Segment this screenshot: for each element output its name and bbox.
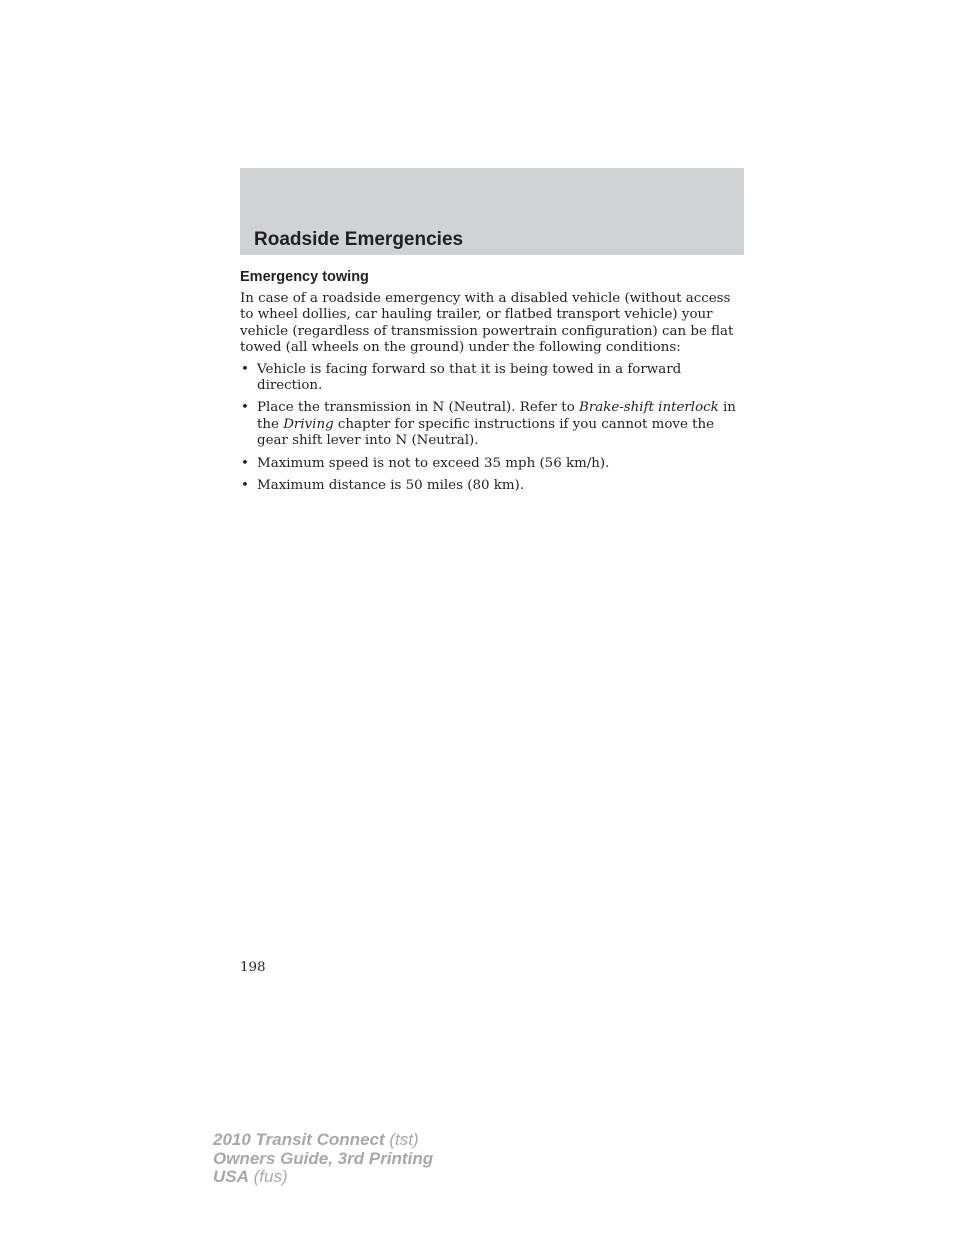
list-item — [240, 400, 746, 449]
page-content — [240, 268, 746, 500]
sub-heading: Emergency towing — [240, 269, 369, 285]
list-item-text: Vehicle is facing forward so that it is being towed in a forward direction. — [257, 361, 682, 394]
document-footer — [213, 1131, 433, 1187]
footer-market-code: (fus) — [253, 1167, 288, 1186]
list-item-text: Place the transmission in N (Neutral). Refer to — [257, 400, 580, 416]
footer-model-code: (tst) — [389, 1130, 419, 1149]
list-item-text: Maximum speed is not to exceed 35 mph (56 km/h). — [257, 455, 610, 471]
list-item-text: in the — [257, 400, 736, 432]
section-header-band — [240, 168, 744, 255]
bullet-icon: • — [241, 478, 249, 494]
list-item-text: chapter for specific instructions if you cannot move the gear shift lever into N (Neutral). — [257, 416, 715, 449]
cross-reference-brake-shift: Brake-shift interlock — [579, 400, 719, 416]
footer-market: USA — [213, 1167, 249, 1186]
footer-line-3 — [213, 1168, 433, 1187]
footer-line-1 — [213, 1131, 433, 1150]
intro-paragraph: In case of a roadside emergency with a disabled vehicle (without access to wheel dollies, car hauling trailer, or flatbed transport vehicle) your vehicle (regardless of transmission powertrain configuration) can be flat towed (all wheels on the ground) under the following conditions: — [240, 291, 734, 356]
bullet-icon: • — [241, 361, 249, 377]
list-item — [240, 456, 746, 472]
list-item — [240, 362, 746, 395]
cross-reference-driving: Driving — [283, 416, 334, 432]
bullet-icon: • — [241, 455, 249, 471]
list-item-text: Maximum distance is 50 miles (80 km). — [257, 478, 525, 494]
list-item — [240, 478, 746, 494]
section-title: Roadside Emergencies — [254, 229, 464, 250]
bullet-icon: • — [241, 400, 249, 416]
page-number: 198 — [240, 960, 266, 975]
footer-line-2: Owners Guide, 3rd Printing — [213, 1148, 434, 1168]
footer-model: 2010 Transit Connect — [213, 1130, 385, 1149]
conditions-list — [240, 362, 746, 495]
